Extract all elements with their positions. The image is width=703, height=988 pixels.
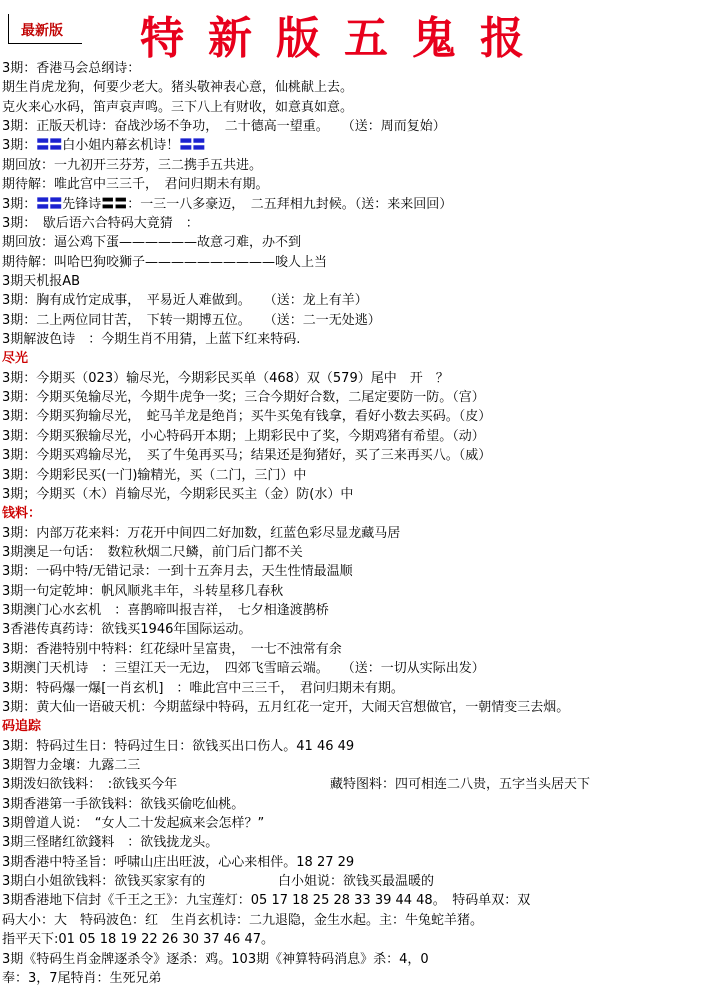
- line-text: 3期白小姐欲钱料：欲钱买家家有的: [2, 874, 206, 890]
- line-aux-text: 白小姐说：欲钱买最温暖的: [278, 874, 435, 890]
- line-prefix: 3期：: [2, 138, 37, 154]
- line-text: 3期：特码爆一爆[一肖玄机] ：唯此宫中三三千， 君问归期未有期。: [2, 680, 404, 696]
- text-line: [0, 582, 703, 601]
- line-text: 3期曾道人说： “女人二十发起疯来会怎样？”: [2, 816, 265, 832]
- text-line: [0, 659, 703, 678]
- line-text: 3期：今期买猴输尽光，小心特码开本期；上期彩民中了奖，今期鸡猪有希望。（动）: [2, 428, 485, 444]
- text-line: [0, 911, 703, 930]
- text-line: [0, 156, 703, 175]
- line-text: 3期天机报AB: [2, 273, 81, 289]
- line-text: 3期：今期彩民买(一门)输精光，买（二门，三门）中: [2, 467, 307, 483]
- line-text: 先锋诗〓〓：一三一八多豪迈， 二五拜相九封候。（送：来来回回）: [62, 196, 453, 212]
- text-line: [0, 466, 703, 485]
- line-text: 3期澳门天机诗 ：三望江天一无边， 四郊飞雪暗云端。 （送：一切从实际出发）: [2, 661, 485, 677]
- text-line: [0, 891, 703, 910]
- line-text: 3期：香港特别中特料：红花绿叶呈富贵， 一七不浊常有余: [2, 641, 342, 657]
- text-line: [0, 330, 703, 349]
- line-text: 3期：今期买兔输尽光，今期牛虎争一奖；三合今期好合数，二尾定要防一防。（宫）: [2, 390, 485, 406]
- line-text: 3期：今期买狗输尽光， 蛇马羊龙是绝肖；买牛买兔有钱拿，看好小数去买码。（皮）: [2, 409, 492, 425]
- line-text: 3期：胸有成竹定成事， 平易近人难做到。 （送：龙上有羊）: [2, 293, 368, 309]
- text-line: [0, 737, 703, 756]
- line-prefix: 3期：: [2, 196, 37, 212]
- line-text: 3期：今期买鸡输尽光， 买了牛兔再买马；结果还是狗猪好，买了三来再买八。（威）: [2, 448, 492, 464]
- line-text: 3期解波色诗 ：今期生肖不用猜，上蓝下红来特码.: [2, 332, 301, 348]
- line-text: 3期智力金壤：九露二三: [2, 757, 141, 773]
- line-text: 3期一句定乾坤：帆风顺兆丰年，斗转星移几春秋: [2, 583, 284, 599]
- text-line: [0, 388, 703, 407]
- text-line: [0, 78, 703, 97]
- text-line: [0, 311, 703, 330]
- text-line: [0, 195, 703, 214]
- line-text: 码追踪: [2, 719, 42, 735]
- line-text: 3期香港中特圣旨：呼啸山庄出旺波，心心来相伴。18 27 29: [2, 854, 355, 870]
- text-line: [0, 272, 703, 291]
- text-line: [0, 756, 703, 775]
- text-line: [0, 233, 703, 252]
- text-line: [0, 620, 703, 639]
- text-line: [0, 872, 703, 891]
- text-line: [0, 969, 703, 988]
- text-line: [0, 795, 703, 814]
- text-line: [0, 853, 703, 872]
- line-text: 3期： 歇后语六合特码大竟猜 ：: [2, 215, 199, 231]
- text-line: [0, 117, 703, 136]
- page-title: 特新版五鬼报: [140, 13, 548, 64]
- line-text: 钱料：: [2, 506, 42, 522]
- line-text: 3期：内部万花来料：万花开中间四二好加数，红蓝色彩尽显龙藏马居: [2, 525, 401, 541]
- text-line: [0, 524, 703, 543]
- text-line: [0, 930, 703, 949]
- text-line: [0, 485, 703, 504]
- line-text: 3期：一码中特/无错记录：一到十五奔月去，天生性情最温顺: [2, 564, 353, 580]
- text-line: [0, 214, 703, 233]
- page-header: [0, 0, 703, 64]
- line-text: 3香港传真药诗：欲钱买1946年国际运动。: [2, 622, 252, 638]
- line-text: 3期：特码过生日：特码过生日：欲钱买出口伤人。41 46 49: [2, 738, 355, 754]
- line-text: 3期香港地下信封《千王之王》：九宝莲灯：05 17 18 25 28 33 39 44 48。 特码单双：双: [2, 893, 531, 909]
- text-line: [0, 775, 703, 794]
- line-text: 3期：黄大仙一语破天机：今期蓝绿中特码，五月红花一定开，大闹天宫想做官，一朝情变三去烟。: [2, 699, 570, 715]
- line-text: 期回放：一九初开三芬芳，三二携手五共进。: [2, 157, 263, 173]
- text-line: [0, 950, 703, 969]
- line-text: 3期澳足一句话： 数粒秋烟二尺鳞，前门后门都不关: [2, 544, 303, 560]
- line-text: 3期：正版天机诗：奋战沙场不争功， 二十德高一望重。 （送：周而复始）: [2, 119, 446, 135]
- text-line: [0, 640, 703, 659]
- line-text: 白小姐内幕玄机诗！: [62, 138, 180, 154]
- text-line: [0, 543, 703, 562]
- text-line: [0, 253, 703, 272]
- text-line: [0, 679, 703, 698]
- text-line: [0, 369, 703, 388]
- line-text: 3期；今期买（木）肖输尽光，今期彩民买主（金）防(水）中: [2, 486, 354, 502]
- section-heading: [0, 349, 703, 368]
- line-text: 码大小：大 特码波色：红 生肖玄机诗：二九退隐，金生水起。主：牛兔蛇羊猪。: [2, 912, 484, 928]
- line-text: 3期：二上两位同甘苦， 下转一期博五位。 （送：二一无处逃）: [2, 312, 381, 328]
- line-text: 3期澳门心水玄机 ：喜鹊啼叫报吉祥， 七夕相逢渡鹊桥: [2, 603, 329, 619]
- line-text: 期待解：唯此宫中三三千， 君问归期未有期。: [2, 177, 269, 193]
- edition-badge: 最新版: [8, 14, 82, 44]
- text-line: [0, 601, 703, 620]
- line-text: 期生肖虎龙狗，何要少老大。猪头敬神表心意，仙桃献上去。: [2, 80, 354, 96]
- text-line: [0, 833, 703, 852]
- line-text: 3期泼妇欲钱料： :欲钱买今年: [2, 777, 178, 793]
- text-line: [0, 698, 703, 717]
- line-text: 3期：香港马会总纲诗：: [2, 61, 141, 76]
- line-text: 期待解：叫哈巴狗咬狮子——————————唆人上当: [2, 254, 328, 270]
- text-line: [0, 562, 703, 581]
- text-line: [0, 136, 703, 155]
- text-line: [0, 446, 703, 465]
- line-text: 克火来心水码，笛声哀声鸣。三下八上有财收，如意真如意。: [2, 99, 354, 115]
- line-text: 3期：今期买（023）输尽光，今期彩民买单（468）双（579）尾中 开 ？: [2, 370, 449, 386]
- text-line: [0, 407, 703, 426]
- text-line: [0, 175, 703, 194]
- line-text: 3期三怪睹红欲錢料 ：欲钱拢龙头。: [2, 835, 219, 851]
- decorative-bars: 〓〓: [36, 138, 63, 154]
- line-aux-text: 藏特图料：四可相连二八贵，五字当头居天下: [330, 777, 591, 793]
- line-text: 3期《特码生肖金牌逐杀令》逐杀：鸡。103期《神算特码消息》杀：4，0: [2, 951, 429, 967]
- line-text: 尽光: [2, 351, 29, 367]
- line-text: 指平天下:01 05 18 19 22 26 30 37 46 47。: [2, 932, 274, 948]
- line-text: 奉：3，7尾特肖：生死兄弟: [2, 970, 162, 986]
- text-line: [0, 59, 703, 78]
- decorative-bars: 〓〓: [36, 196, 63, 212]
- text-line: [0, 427, 703, 446]
- decorative-bars: 〓〓: [179, 138, 206, 154]
- section-heading: [0, 504, 703, 523]
- article-body: [0, 59, 703, 988]
- line-text: 期回放：逼公鸡下蛋——————故意刁难，办不到: [2, 235, 302, 251]
- section-heading: [0, 717, 703, 736]
- text-line: [0, 291, 703, 310]
- text-line: [0, 814, 703, 833]
- line-text: 3期香港第一手欲钱料：欲钱买偷吃仙桃。: [2, 796, 245, 812]
- text-line: [0, 98, 703, 117]
